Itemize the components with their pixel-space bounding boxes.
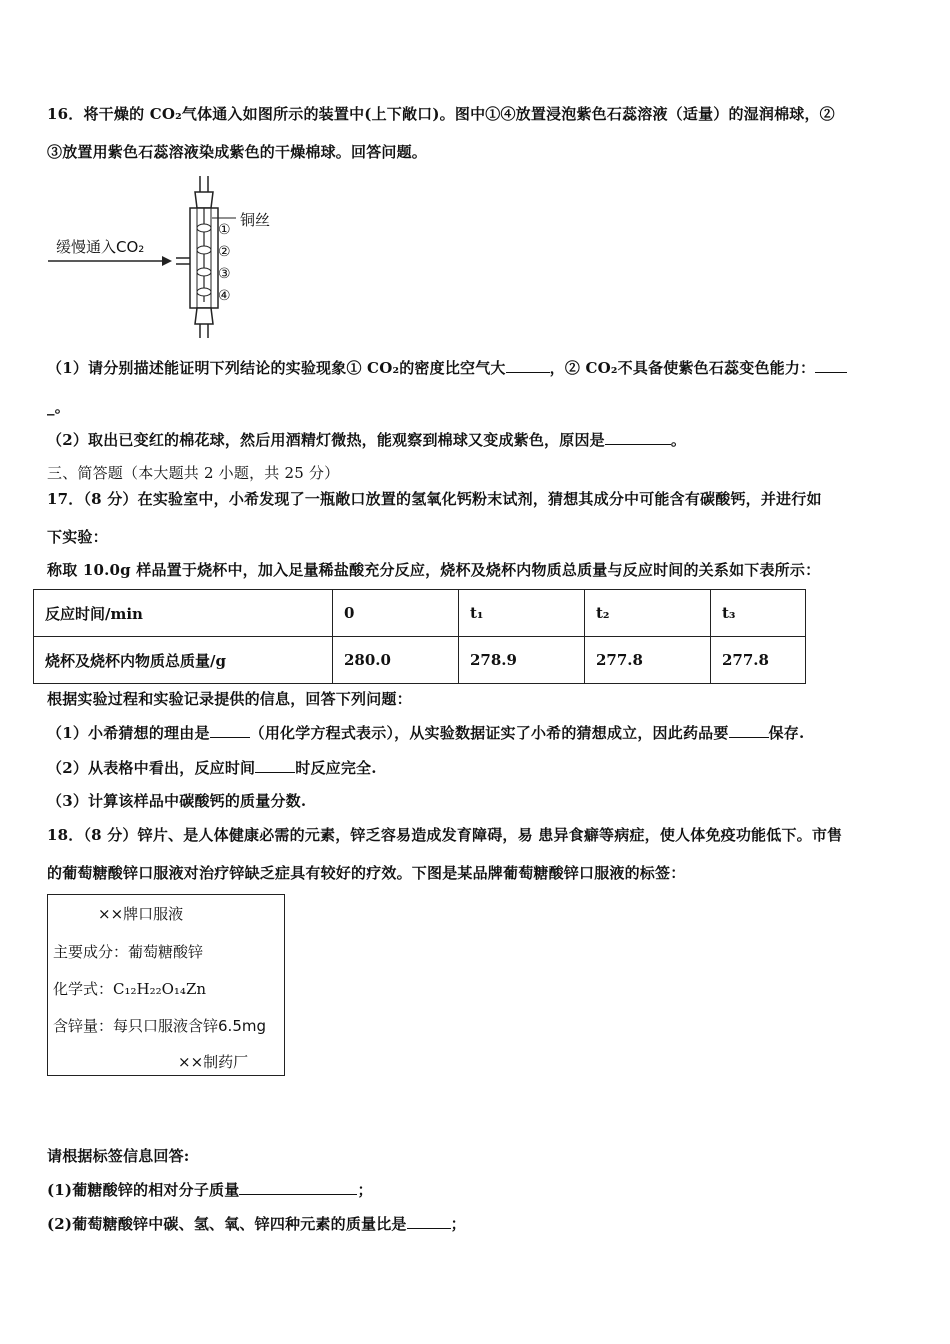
marker-1: ① xyxy=(218,222,231,238)
answer-blank[interactable] xyxy=(239,1180,357,1195)
answer-blank[interactable] xyxy=(729,723,769,738)
q18-answer1-end: ； xyxy=(357,1181,373,1199)
label-formula-prefix: 化学式： xyxy=(53,980,114,998)
table-cell: 277.8 xyxy=(585,637,711,684)
q18-answer1-text: (1)葡糖酸锌的相对分子质量 xyxy=(47,1181,240,1199)
q17-sub1-a: （1）小希猜想的理由是 xyxy=(47,724,210,742)
q17-after-table: 根据实验过程和实验记录提供的信息，回答下列问题： xyxy=(47,690,412,708)
table-cell: 280.0 xyxy=(333,637,459,684)
label-zinc: 含锌量：每只口服液含锌6.5mg xyxy=(53,1017,266,1035)
label-formula-value: C₁₂H₂₂O₁₄Zn xyxy=(113,980,207,998)
data-table xyxy=(33,589,806,684)
apparatus-diagram xyxy=(40,172,300,340)
q18-answer2-text: (2)葡萄糖酸锌中碳、氢、氧、锌四种元素的质量比是 xyxy=(47,1215,407,1233)
answer-blank[interactable] xyxy=(506,358,550,373)
arrow-label: 缓慢通入CO₂ xyxy=(56,238,145,256)
table-row xyxy=(34,637,806,684)
answer-blank[interactable] xyxy=(255,758,295,773)
section-heading: 三、简答题（本大题共 2 小题，共 25 分） xyxy=(47,464,340,482)
table-cell: t₃ xyxy=(711,590,806,637)
q16-part2 xyxy=(47,429,686,450)
table-cell: t₂ xyxy=(585,590,711,637)
q16-part2-text: （2）取出已变红的棉花球，然后用酒精灯微热，能观察到棉球又变成紫色，原因是 xyxy=(47,431,605,449)
q17-sub1-b: （用化学方程式表示），从实验数据证实了小希的猜想成立，因此药品要 xyxy=(249,724,729,742)
q16-part1-cont: _。 xyxy=(47,398,70,416)
q18-answer2-end: ； xyxy=(450,1215,466,1233)
q17-sub3: （3）计算该样品中碳酸钙的质量分数. xyxy=(47,792,307,810)
product-label xyxy=(47,894,285,1076)
q17-line1: 17．（8 分）在实验室中，小希发现了一瓶敞口放置的氢氧化钙粉末试剂，猜想其成分中可能含有碳酸钙，并进行如 xyxy=(47,490,822,508)
marker-4: ④ xyxy=(218,288,231,304)
table-cell: 278.9 xyxy=(459,637,585,684)
label-ingredient: 主要成分：葡萄糖酸锌 xyxy=(53,943,204,961)
q18-prompt: 请根据标签信息回答: xyxy=(47,1147,190,1165)
label-formula xyxy=(53,978,206,999)
q16-part1 xyxy=(47,357,847,378)
q16-line1: 16．将干燥的 CO₂气体通入如图所示的装置中(上下敞口)。图中①④放置浸泡紫色石蕊溶液（适量）的湿润棉球，② xyxy=(47,105,835,123)
answer-blank[interactable] xyxy=(605,430,671,445)
table-cell: t₁ xyxy=(459,590,585,637)
q18-answer2 xyxy=(47,1213,466,1234)
q16-part1-b: ，② CO₂不具备使紫色石蕊变色能力： xyxy=(549,359,816,377)
q17-line2: 下实验： xyxy=(47,528,108,546)
marker-3: ③ xyxy=(218,266,231,282)
q17-sub2-a: （2）从表格中看出，反应时间 xyxy=(47,759,256,777)
q17-sub1 xyxy=(47,722,804,743)
q18-line2: 的葡萄糖酸锌口服液对治疗锌缺乏症具有较好的疗效。下图是某品牌葡萄糖酸锌口服液的标签： xyxy=(47,864,686,882)
q16-line2: ③放置用紫色石蕊溶液染成紫色的干燥棉球。回答问题。 xyxy=(47,143,428,161)
answer-blank[interactable] xyxy=(407,1214,451,1229)
q16-part2-end: 。 xyxy=(670,431,687,449)
q17-sub2-b: 时反应完全. xyxy=(295,759,377,777)
answer-blank[interactable] xyxy=(815,358,847,373)
q16-part1-a: （1）请分别描述能证明下列结论的实验现象① CO₂的密度比空气大 xyxy=(47,359,506,377)
wire-label: 铜丝 xyxy=(240,211,271,229)
q18-answer1 xyxy=(47,1179,373,1200)
table-cell: 反应时间/min xyxy=(34,590,333,637)
q17-line3: 称取 10.0g 样品置于烧杯中，加入足量稀盐酸充分反应，烧杯及烧杯内物质总质量与反应时间的关系如下表所示： xyxy=(47,561,821,579)
label-title: ××牌口服液 xyxy=(98,905,184,923)
table-cell: 277.8 xyxy=(711,637,806,684)
marker-2: ② xyxy=(218,244,231,260)
table-cell: 0 xyxy=(333,590,459,637)
q18-line1: 18．（8 分）锌片、是人体健康必需的元素，锌乏容易造成发育障碍，易 患异食癖等病症，使人体免疫功能低下。市售 xyxy=(47,826,843,844)
table-row xyxy=(34,590,806,637)
label-maker: ××制药厂 xyxy=(178,1053,249,1071)
answer-blank[interactable] xyxy=(210,723,250,738)
q17-sub1-c: 保存. xyxy=(768,724,805,742)
table-cell: 烧杯及烧杯内物质总质量/g xyxy=(34,637,333,684)
q17-sub2 xyxy=(47,757,377,778)
